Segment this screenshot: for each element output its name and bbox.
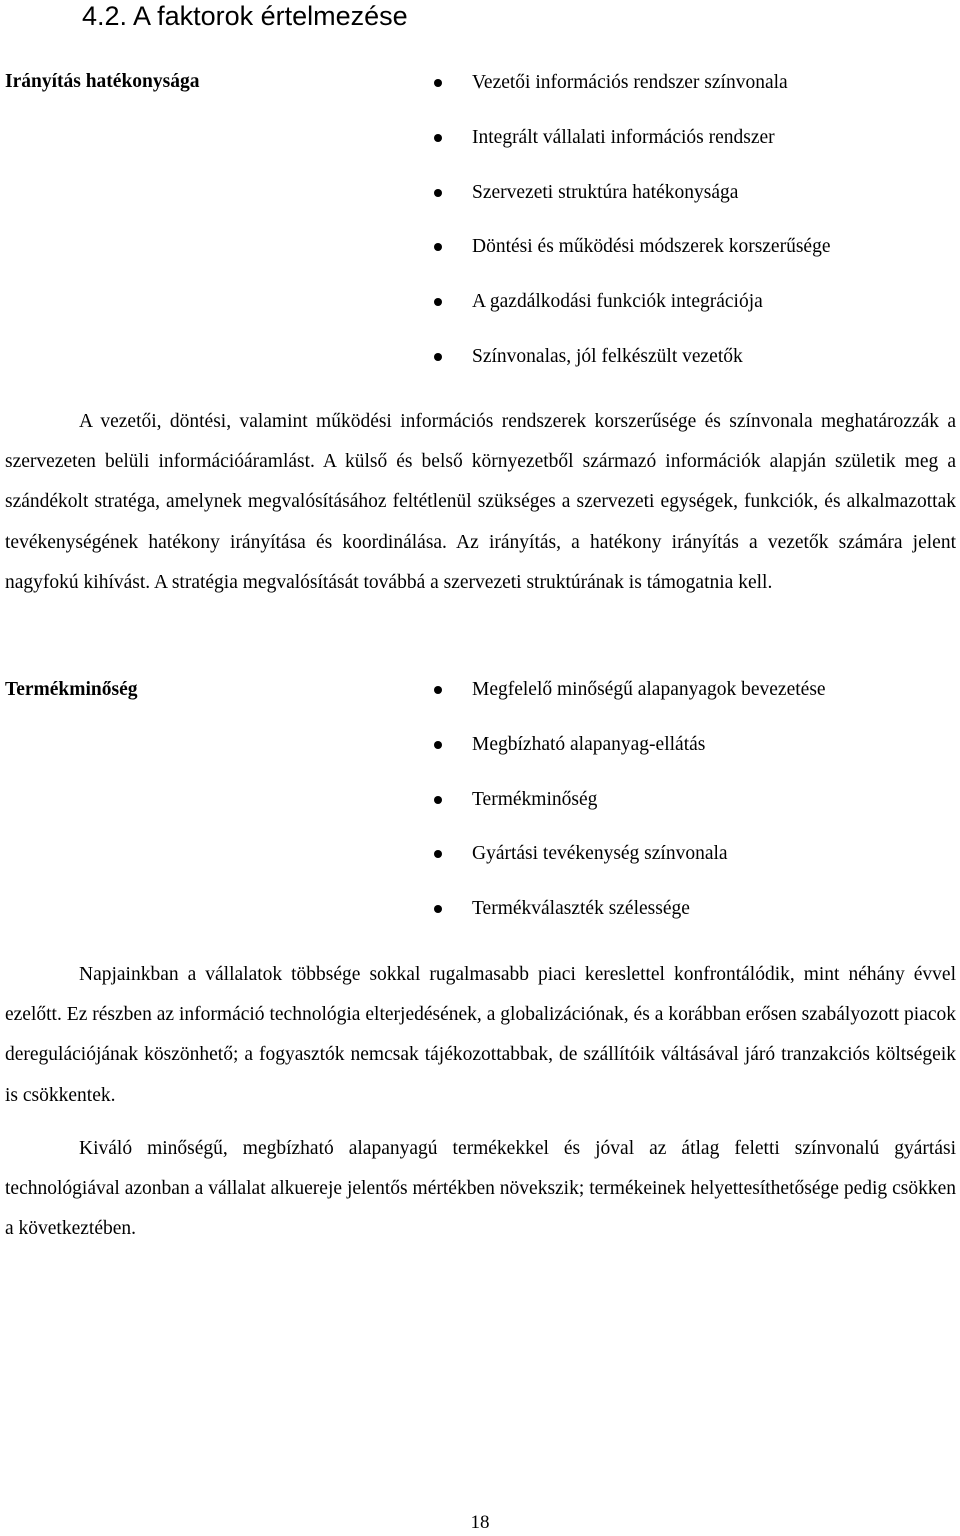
bullet-icon <box>434 79 442 87</box>
bullet-icon <box>434 850 442 858</box>
section-label-iranyitas: Irányítás hatékonysága <box>5 71 200 92</box>
bullet-icon <box>434 243 442 251</box>
list-item-text: Integrált vállalati információs rendszer <box>472 126 775 148</box>
bullet-icon <box>434 741 442 749</box>
paragraph-termekminoseg-2: Kiváló minőségű, megbízható alapanyagú termékekkel és jóval az átlag feletti színvonalú gyártási technológiával azonban a vállalat alkuereje jelentős mértékben növekszik; termékeinek helyettesíthetősége pedig csökken a következtében. <box>5 1138 956 1240</box>
list-item-text: Megbízható alapanyag-ellátás <box>472 733 706 755</box>
list-item-text: Termékminőség <box>472 788 598 810</box>
bullet-icon <box>434 189 442 197</box>
bullet-icon <box>434 686 442 694</box>
list-item-text: A gazdálkodási funkciók integrációja <box>472 291 763 313</box>
paragraph-termekminoseg-1: Napjainkban a vállalatok többsége sokkal rugalmasabb piaci kereslettel konfrontálódik, mint néhány évvel ezelőtt. Ez részben az információ technológia elterjedésének, a globalizációnak, és a korábban erősen szabályozott piacok deregulációjának köszönhető; a fogyasztók nemcsak tájékozottabbak, de szállítóik váltásával járó tranzakciós költségeik is csökkentek. <box>5 964 956 1106</box>
list-item-text: Döntési és működési módszerek korszerűsége <box>472 236 831 258</box>
list-item-text: Megfelelő minőségű alapanyagok bevezetése <box>472 679 826 700</box>
list-item-text: Termékválaszték szélessége <box>472 898 690 920</box>
page-number: 18 <box>470 1512 490 1533</box>
bullet-icon <box>434 905 442 913</box>
bullet-icon <box>434 134 442 142</box>
list-item-text: Gyártási tevékenység színvonala <box>472 843 728 865</box>
bullet-icon <box>434 298 442 306</box>
bullet-icon <box>434 796 442 804</box>
page-title: 4.2. A faktorok értelmezése <box>82 1 408 31</box>
section-label-termekminoseg: Termékminőség <box>5 679 138 700</box>
paragraph-iranyitas: A vezetői, döntési, valamint működési információs rendszerek korszerűsége és színvonala meghatározzák a szervezeten belüli információáramlást. A külső és belső környezetből származó információk alapján születik meg a szándékolt stratéga, amelynek megvalósításához feltétlenül szükséges a szervezeti egységek, funkciók, és alkalmazottak tevékenységének hatékony irányítása és koordinálása. Az irányítás, a hatékony irányítás a vezetők számára jelent nagyfokú kihívást. A stratégia megvalósítását továbbá a szervezeti struktúrának is támogatnia kell. <box>5 411 956 593</box>
bullet-icon <box>434 353 442 361</box>
list-item-text: Színvonalas, jól felkészült vezetők <box>472 345 743 367</box>
list-item-text: Szervezeti struktúra hatékonysága <box>472 181 739 203</box>
list-item-text: Vezetői információs rendszer színvonala <box>472 72 788 93</box>
